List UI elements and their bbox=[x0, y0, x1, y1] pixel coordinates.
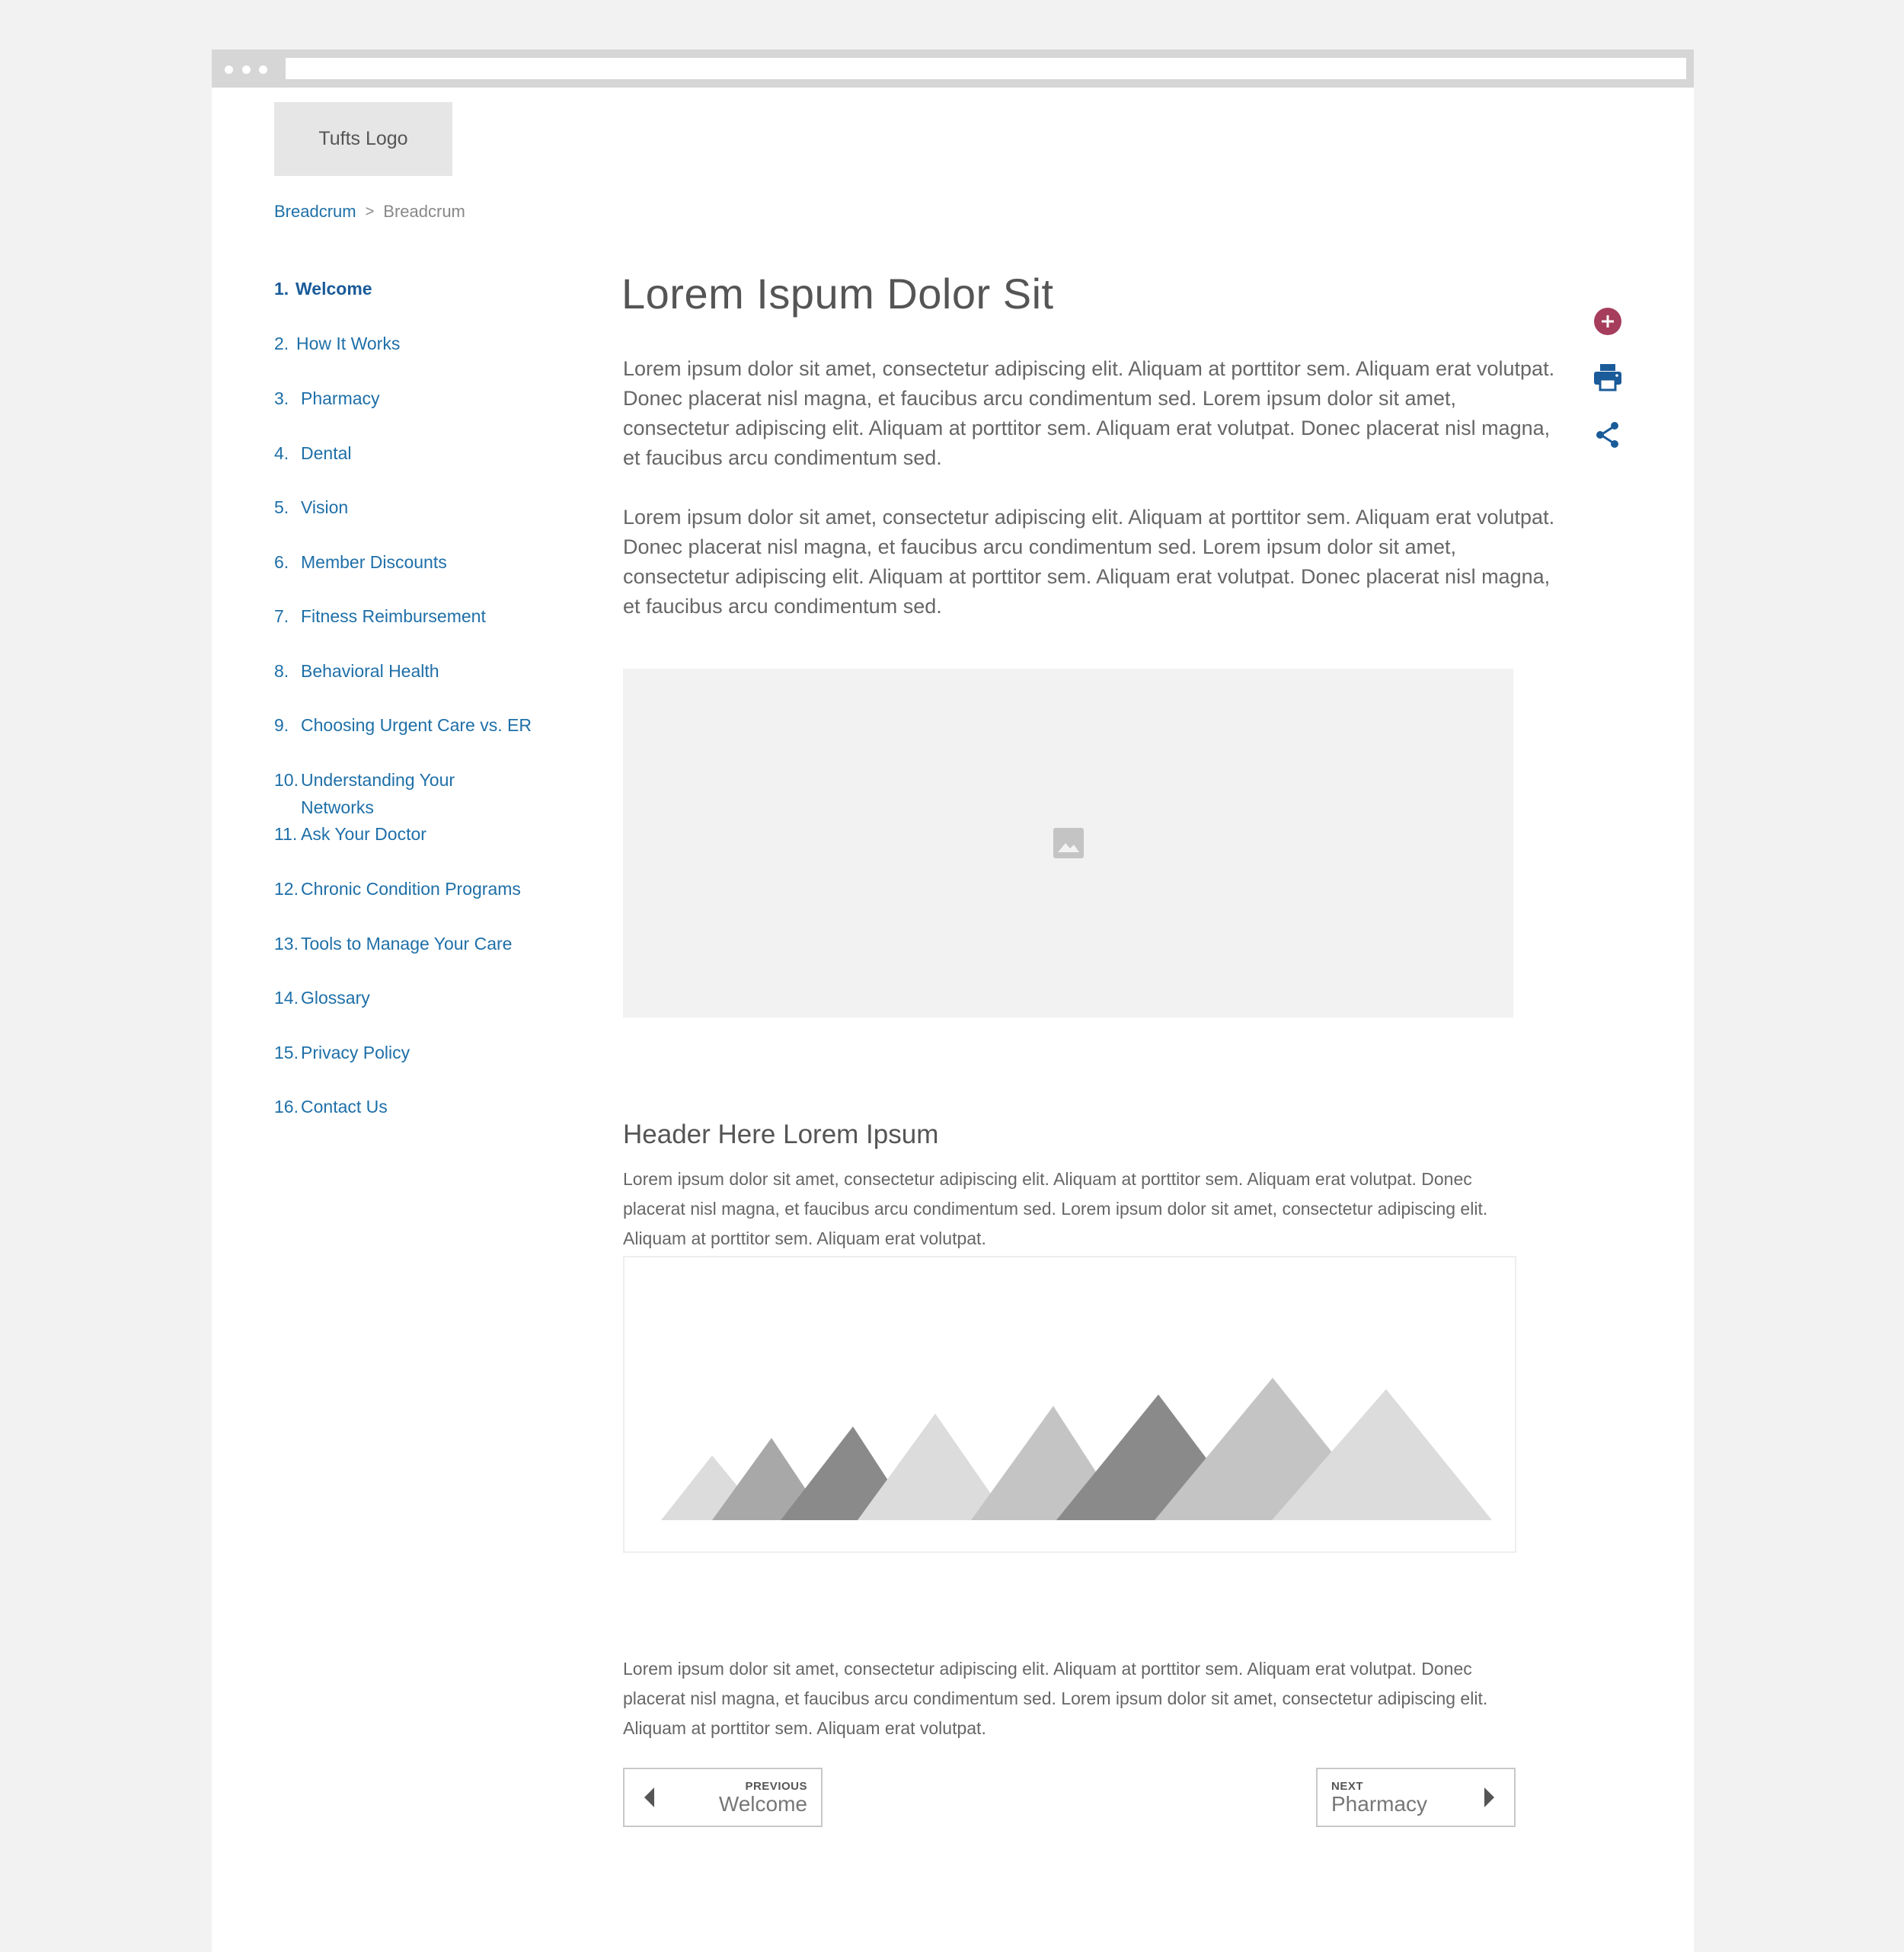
toc-label: Fitness Reimbursement bbox=[301, 606, 486, 626]
toc-number: 16. bbox=[274, 1097, 299, 1117]
toc-number: 3. bbox=[274, 388, 289, 408]
toc-item-contact-us[interactable] bbox=[274, 1093, 388, 1120]
toc-number: 11. bbox=[274, 824, 298, 844]
browser-window bbox=[212, 50, 1694, 1952]
plus-circle-icon bbox=[1593, 307, 1622, 336]
toc-item-urgent-care[interactable] bbox=[274, 711, 532, 739]
previous-label: Welcome bbox=[718, 1792, 807, 1816]
toc-label: Ask Your Doctor bbox=[301, 824, 426, 844]
toc-number: 9. bbox=[274, 715, 289, 735]
toc-number: 6. bbox=[274, 552, 289, 572]
add-button[interactable] bbox=[1593, 307, 1622, 336]
next-button[interactable] bbox=[1316, 1768, 1516, 1827]
breadcrumb-current: Breadcrum bbox=[383, 202, 465, 221]
section-header: Header Here Lorem Ipsum bbox=[623, 1120, 939, 1149]
toc-item-vision[interactable] bbox=[274, 494, 348, 521]
toc-label: Tools to Manage Your Care bbox=[301, 934, 513, 954]
toc-number: 7. bbox=[274, 606, 289, 626]
toc-label: Welcome bbox=[296, 279, 372, 299]
print-icon bbox=[1593, 363, 1622, 391]
previous-button[interactable] bbox=[623, 1768, 823, 1827]
toc-number: 2. bbox=[274, 334, 289, 353]
logo[interactable] bbox=[274, 102, 452, 176]
toc-number: 4. bbox=[274, 443, 289, 463]
toc-label: How It Works bbox=[296, 334, 401, 353]
toc-label: Pharmacy bbox=[301, 388, 380, 408]
toc-item-networks[interactable] bbox=[274, 766, 487, 821]
window-dot bbox=[259, 65, 267, 74]
toc-label: Member Discounts bbox=[301, 552, 447, 572]
breadcrumb bbox=[274, 202, 465, 222]
image-placeholder bbox=[623, 669, 1513, 1018]
toc-item-behavioral-health[interactable] bbox=[274, 657, 439, 685]
share-icon bbox=[1593, 420, 1622, 449]
toc-item-fitness-reimbursement[interactable] bbox=[274, 602, 486, 630]
intro-paragraph: Lorem ipsum dolor sit amet, consectetur adipiscing elit. Aliquam at porttitor sem. Aliquam erat volutpat. Donec placerat nisl magna, et faucibus arcu condimentum sed. Lorem ipsum dolor sit amet, consectetur adipiscing elit. Aliquam at porttitor sem. Aliquam erat volutpat. Donec placerat nisl magna, et faucibus arcu condimentum sed. bbox=[623, 357, 1555, 469]
page-title: Lorem Ispum Dolor Sit bbox=[621, 270, 1054, 318]
window-dot bbox=[225, 65, 233, 74]
toc-label: Choosing Urgent Care vs. ER bbox=[301, 715, 532, 735]
toc-item-pharmacy[interactable] bbox=[274, 385, 380, 412]
caret-right-icon bbox=[1484, 1787, 1494, 1807]
next-label: Pharmacy bbox=[1331, 1792, 1428, 1816]
toc-number: 10. bbox=[274, 770, 299, 790]
toc-number: 13. bbox=[274, 934, 299, 954]
section-paragraph: Lorem ipsum dolor sit amet, consectetur adipiscing elit. Aliquam at porttitor sem. Aliquam erat volutpat. Donec placerat nisl magna, et faucibus arcu condimentum sed. Lorem ipsum dolor sit amet, consectetur adipiscing elit. Aliquam at porttitor sem. Aliquam erat volutpat. bbox=[623, 1169, 1488, 1248]
toc-item-glossary[interactable] bbox=[274, 984, 370, 1011]
caret-left-icon bbox=[644, 1787, 654, 1807]
toc-item-dental[interactable] bbox=[274, 439, 351, 467]
window-dot bbox=[242, 65, 251, 74]
toc-item-how-it-works[interactable] bbox=[274, 330, 400, 357]
address-bar[interactable] bbox=[286, 58, 1686, 79]
toc-label: Dental bbox=[301, 443, 352, 463]
toc-item-privacy-policy[interactable] bbox=[274, 1039, 410, 1066]
previous-caption: PREVIOUS bbox=[745, 1780, 807, 1793]
toc-label: Chronic Condition Programs bbox=[301, 879, 521, 899]
toc-number: 8. bbox=[274, 661, 289, 681]
logo-text: Tufts Logo bbox=[318, 128, 408, 149]
breadcrumb-link[interactable]: Breadcrum bbox=[274, 202, 356, 221]
toc-number: 1. bbox=[274, 279, 289, 299]
share-button[interactable] bbox=[1593, 420, 1622, 449]
toc-number: 12. bbox=[274, 879, 299, 899]
toc-label: Contact Us bbox=[301, 1097, 388, 1117]
breadcrumb-separator: > bbox=[365, 203, 375, 220]
print-button[interactable] bbox=[1593, 363, 1622, 391]
toc-number: 14. bbox=[274, 988, 299, 1008]
toc-item-welcome[interactable] bbox=[274, 275, 372, 302]
next-caption: NEXT bbox=[1331, 1780, 1364, 1793]
intro-paragraph: Lorem ipsum dolor sit amet, consectetur adipiscing elit. Aliquam at porttitor sem. Aliquam erat volutpat. Donec placerat nisl magna, et faucibus arcu condimentum sed. Lorem ipsum dolor sit amet, consectetur adipiscing elit. Aliquam at porttitor sem. Aliquam erat volutpat. Donec placerat nisl magna, et faucibus arcu condimentum sed. bbox=[623, 506, 1555, 618]
toc-label: Privacy Policy bbox=[301, 1043, 411, 1062]
toc-number: 5. bbox=[274, 497, 289, 517]
toc-item-member-discounts[interactable] bbox=[274, 548, 447, 576]
toc-label: Glossary bbox=[301, 988, 370, 1008]
toc-item-ask-your-doctor[interactable] bbox=[274, 820, 426, 848]
toc-item-chronic-condition[interactable] bbox=[274, 875, 521, 903]
image-icon bbox=[1053, 828, 1084, 858]
toc-label: Vision bbox=[301, 497, 349, 517]
browser-toolbar bbox=[212, 50, 1694, 88]
toc-label: Behavioral Health bbox=[301, 661, 439, 681]
toc-item-tools[interactable] bbox=[274, 930, 512, 957]
closing-paragraph: Lorem ipsum dolor sit amet, consectetur adipiscing elit. Aliquam at porttitor sem. Aliquam erat volutpat. Donec placerat nisl magna, et faucibus arcu condimentum sed. Lorem ipsum dolor sit amet, consectetur adipiscing elit. Aliquam at porttitor sem. Aliquam erat volutpat. bbox=[623, 1659, 1488, 1738]
toc-number: 15. bbox=[274, 1043, 299, 1062]
toc-label: Understanding Your Networks bbox=[301, 770, 455, 817]
mountains-graphic bbox=[623, 1256, 1516, 1553]
